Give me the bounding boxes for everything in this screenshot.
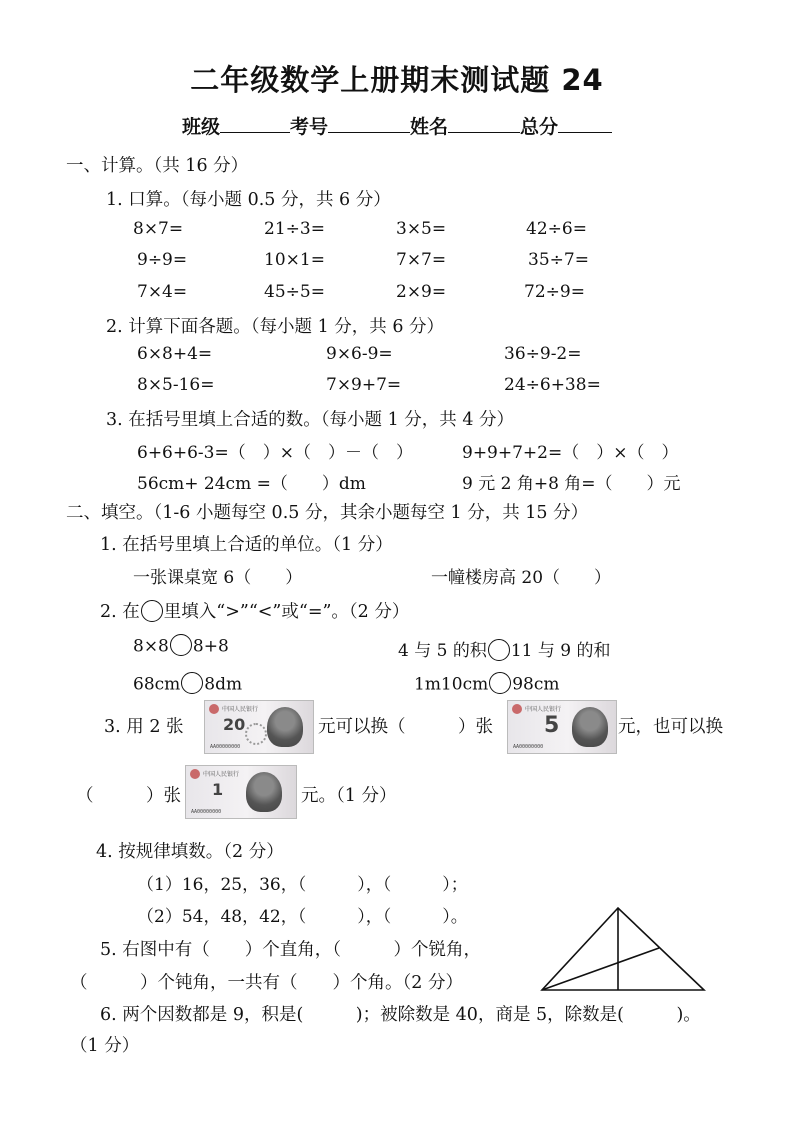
oral-item: 10×1=	[264, 250, 325, 270]
compare-circle-input[interactable]	[489, 672, 511, 694]
s2-q3-text-e: 元。（1 分）	[301, 786, 397, 806]
triangle-inner-line	[542, 948, 659, 990]
sequence-item[interactable]: （1）16，25，36，（ ），（ ）；	[137, 875, 468, 895]
section-2-heading: 二、填空。（1-6 小题每空 0.5 分，其余小题每空 1 分，共 15 分）	[66, 503, 589, 523]
oral-item: 35÷7=	[528, 250, 589, 270]
compare-item: 1m10cm 98cm	[414, 674, 560, 696]
compare-circle-input[interactable]	[488, 639, 510, 661]
s2-q5-text-a[interactable]: 5. 右图中有（ ）个直角，（ ）个锐角，	[100, 940, 482, 960]
compare-item: 68cm 8dm	[133, 674, 242, 696]
fill-item[interactable]: 56cm+ 24cm =（ ）dm	[137, 474, 366, 494]
s2-q1-heading: 1. 在括号里填上合适的单位。（1 分）	[100, 535, 393, 555]
s2-q6-text-b: （1 分）	[70, 1036, 140, 1056]
fill-item[interactable]: 6+6+6-3=（ ）×（ ）－（ ）	[137, 443, 413, 463]
number-label: 考号	[289, 116, 328, 138]
s2-q2-heading: 2. 在 里填入“>”“<”或“=”。（2 分）	[100, 598, 409, 624]
calc-item: 9×6-9=	[326, 344, 393, 364]
s2-q3-text-c: 元，也可以换	[618, 717, 723, 737]
calc-item: 6×8+4=	[137, 344, 213, 364]
oral-item: 9÷9=	[137, 250, 188, 270]
banknote-20-icon: 中国人民银行 20 AA00000000	[204, 700, 314, 754]
q2-heading: 2. 计算下面各题。（每小题 1 分，共 6 分）	[106, 317, 445, 337]
calc-item: 24÷6+38=	[504, 375, 601, 395]
q1-heading: 1. 口算。（每小题 0.5 分，共 6 分）	[106, 190, 391, 210]
fill-item[interactable]: 9 元 2 角+8 角=（ ）元	[462, 474, 681, 494]
s2-q3-text-a: 3. 用 2 张	[104, 717, 184, 737]
s2-q4-heading: 4. 按规律填数。（2 分）	[96, 842, 284, 862]
compare-circle-input[interactable]	[170, 634, 192, 656]
section-1-heading: 一、计算。（共 16 分）	[66, 156, 249, 176]
oral-item: 2×9=	[396, 282, 447, 302]
class-label: 班级	[181, 116, 220, 138]
triangle-figure	[540, 904, 706, 992]
number-blank[interactable]	[328, 114, 410, 133]
oral-item: 3×5=	[396, 219, 447, 239]
name-label: 姓名	[410, 116, 449, 138]
s2-q3-text-b: 元可以换（ ）张	[318, 717, 493, 737]
oral-item: 72÷9=	[524, 282, 585, 302]
oral-item: 8×7=	[133, 219, 184, 239]
compare-item: 4 与 5 的积 11 与 9 的和	[398, 636, 611, 663]
banknote-5-icon: 中国人民银行 5 AA00000000	[507, 700, 617, 754]
unit-item[interactable]: 一张课桌宽 6（ ）	[133, 568, 303, 588]
compare-circle-input[interactable]	[181, 672, 203, 694]
q3-heading: 3. 在括号里填上合适的数。（每小题 1 分，共 4 分）	[106, 410, 515, 430]
oral-item: 45÷5=	[264, 282, 325, 302]
oral-item: 42÷6=	[526, 219, 587, 239]
fill-item[interactable]: 9+9+7+2=（ ）×（ ）	[462, 443, 679, 463]
oral-item: 7×4=	[137, 282, 188, 302]
unit-item[interactable]: 一幢楼房高 20（ ）	[431, 568, 612, 588]
name-blank[interactable]	[448, 114, 520, 133]
compare-circle-icon	[141, 600, 163, 622]
oral-item: 21÷3=	[264, 219, 325, 239]
oral-item: 7×7=	[396, 250, 447, 270]
s2-q3-text-d: （ ）张	[76, 786, 181, 806]
sequence-item[interactable]: （2）54，48，42，（ ），（ ）。	[137, 907, 468, 927]
banknote-1-icon: 中国人民银行 1 AA00000000	[185, 765, 297, 819]
calc-item: 7×9+7=	[326, 375, 402, 395]
student-info-line	[0, 112, 794, 139]
s2-q5-text-b[interactable]: （ ）个钝角，一共有（ ）个角。（2 分）	[70, 973, 463, 993]
class-blank[interactable]	[220, 114, 290, 133]
triangle-outline	[542, 908, 704, 990]
score-label: 总分	[520, 116, 559, 138]
page-title: 二年级数学上册期末测试题 24	[190, 63, 604, 97]
score-blank[interactable]	[558, 114, 612, 133]
s2-q6-text-a[interactable]: 6. 两个因数都是 9，积是( )；被除数是 40，商是 5，除数是( )。	[100, 1005, 701, 1025]
compare-item: 8×8 8+8	[133, 636, 229, 658]
calc-item: 8×5-16=	[137, 375, 215, 395]
calc-item: 36÷9-2=	[504, 344, 582, 364]
